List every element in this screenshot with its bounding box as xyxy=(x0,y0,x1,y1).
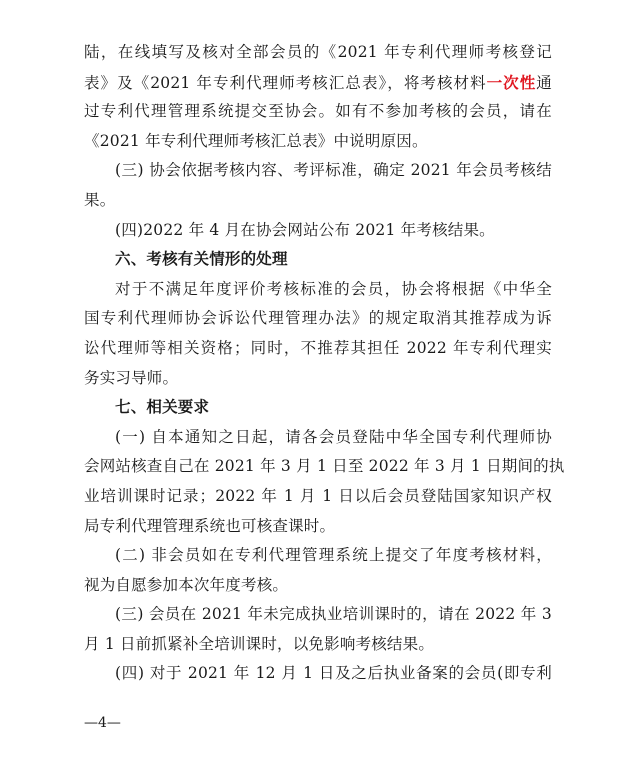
page-number: —4— xyxy=(84,715,121,731)
line-2-after: 通 xyxy=(536,73,552,92)
section-heading-six: 六、考核有关情形的处理 xyxy=(115,250,288,269)
item-three-line-1: (三) 协会依据考核内容、考评标准，确定 2021 年会员考核结 xyxy=(115,161,552,180)
section-six-line-4: 务实习导师。 xyxy=(84,368,179,387)
paragraph-line-4: 《2021 年专利代理师考核汇总表》中说明原因。 xyxy=(84,131,428,150)
section-six-line-1: 对于不满足年度评价考核标准的会员，协会将根据《中华全 xyxy=(115,279,552,298)
item-three-line-2: 果。 xyxy=(84,190,116,209)
requirement-one-line-2: 会网站核查自己在 2021 年 3 月 1 日至 2022 年 3 月 1 日期间的执 xyxy=(84,457,565,476)
paragraph-line-3: 过专利代理管理系统提交至协会。如有不参加考核的会员，请在 xyxy=(84,102,552,121)
requirement-three-line-2: 月 1 日前抓紧补全培训课时，以免影响考核结果。 xyxy=(84,634,435,653)
requirement-two-line-1: (二) 非会员如在专利代理管理系统上提交了年度考核材料， xyxy=(115,546,552,565)
section-six-line-2: 国专利代理师协会诉讼代理管理办法》的规定取消其推荐成为诉 xyxy=(84,309,552,328)
document-body xyxy=(84,38,565,689)
section-six-line-3: 讼代理师等相关资格；同时，不推荐其担任 2022 年专利代理实 xyxy=(84,338,552,357)
line-2-before: 表》及《2021 年专利代理师考核汇总表》，将考核材料 xyxy=(84,73,487,92)
requirement-one-line-3: 业培训课时记录；2022 年 1 月 1 日以后会员登陆国家知识产权 xyxy=(84,486,552,505)
paragraph-line-1: 陆，在线填写及核对全部会员的《2021 年专利代理师考核登记 xyxy=(84,43,552,61)
requirement-one-line-4: 局专利代理管理系统也可核查课时。 xyxy=(84,516,336,535)
section-heading-seven: 七、相关要求 xyxy=(115,398,210,417)
requirement-two-line-2: 视为自愿参加本次年度考核。 xyxy=(84,575,289,594)
requirement-three-line-1: (三) 会员在 2021 年未完成执业培训课时的，请在 2022 年 3 xyxy=(115,605,552,624)
requirement-one-line-1: (一) 自本通知之日起，请各会员登陆中华全国专利代理师协 xyxy=(115,427,552,446)
paragraph-line-2 xyxy=(84,68,552,98)
highlight-one-time: 一次性 xyxy=(486,72,537,92)
requirement-four-line-1: (四) 对于 2021 年 12 月 1 日及之后执业备案的会员(即专利 xyxy=(115,664,552,683)
item-four-line: (四)2022 年 4 月在协会网站公布 2021 年考核结果。 xyxy=(115,220,495,239)
